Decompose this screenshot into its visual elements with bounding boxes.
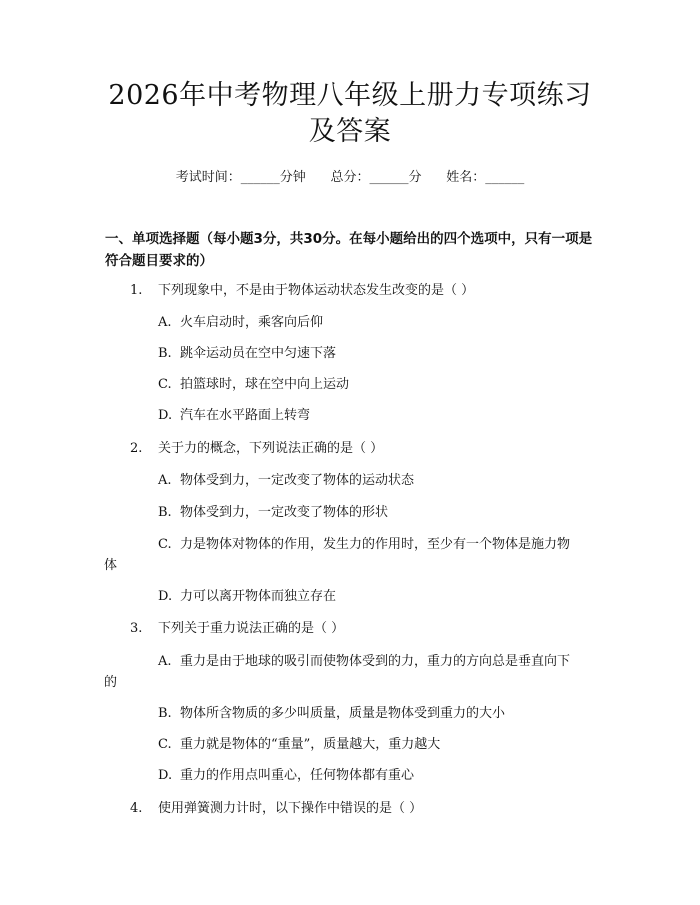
q2-option-c xyxy=(158,535,570,555)
question-number: 1. xyxy=(130,283,143,298)
option-text: 拍篮球时，球在空中向上运动 xyxy=(180,377,350,392)
option-text: 物体受到力，一定改变了物体的形状 xyxy=(180,505,389,520)
question-number: 4. xyxy=(130,801,143,816)
q1-option-c xyxy=(158,375,349,395)
question-text: 下列关于重力说法正确的是（ ） xyxy=(158,621,345,636)
question-text: 使用弹簧测力计时，以下操作中错误的是（ ） xyxy=(158,801,423,816)
section-heading: 一、单项选择题（每小题3分，共30分。在每小题给出的四个选项中，只有一项是符合题目要求的） xyxy=(105,231,593,269)
option-label: D. xyxy=(158,408,173,423)
option-label: B. xyxy=(158,346,172,361)
question-number: 3. xyxy=(130,621,143,636)
option-text: 火车启动时，乘客向后仰 xyxy=(180,315,324,330)
option-text: 汽车在水平路面上转弯 xyxy=(180,408,311,423)
question-number: 2. xyxy=(130,441,143,456)
q2-option-c-continuation: 体 xyxy=(104,558,118,573)
option-text: 重力的作用点叫重心，任何物体都有重心 xyxy=(180,768,415,783)
question-text: 下列现象中，不是由于物体运动状态发生改变的是（ ） xyxy=(158,283,475,298)
question-text: 关于力的概念，下列说法正确的是（ ） xyxy=(158,441,384,456)
q2-option-a xyxy=(158,471,414,491)
q2-option-d xyxy=(158,587,336,607)
option-label: A. xyxy=(158,654,172,669)
q3-option-a-continuation: 的 xyxy=(104,675,118,690)
q1-option-d xyxy=(158,406,310,426)
option-text: 物体受到力，一定改变了物体的运动状态 xyxy=(180,473,415,488)
option-label: B. xyxy=(158,706,172,721)
q3-option-c xyxy=(158,735,440,755)
option-label: C. xyxy=(158,377,172,392)
q2-option-b xyxy=(158,503,388,523)
option-label: C. xyxy=(158,737,172,752)
option-label: D. xyxy=(158,589,173,604)
option-text: 力是物体对物体的作用，发生力的作用时，至少有一个物体是施力物 xyxy=(180,537,571,552)
q3-option-a xyxy=(158,652,570,672)
q1-option-b xyxy=(158,344,336,364)
option-text: 重力就是物体的“重量”，质量越大，重力越大 xyxy=(180,737,441,752)
question-4 xyxy=(130,799,422,819)
question-1 xyxy=(130,281,474,301)
option-label: C. xyxy=(158,537,172,552)
q3-option-d xyxy=(158,766,414,786)
option-label: A. xyxy=(158,315,172,330)
question-3 xyxy=(130,619,344,639)
option-text: 跳伞运动员在空中匀速下落 xyxy=(180,346,337,361)
q1-option-a xyxy=(158,313,323,333)
option-label: B. xyxy=(158,505,172,520)
exam-info-line: 考试时间：______分钟 总分：______分 姓名：______ xyxy=(175,170,525,185)
option-label: D. xyxy=(158,768,173,783)
q3-option-b xyxy=(158,704,505,724)
option-text: 物体所含物质的多少叫质量，质量是物体受到重力的大小 xyxy=(180,706,506,721)
question-2 xyxy=(130,439,383,459)
option-text: 重力是由于地球的吸引而使物体受到的力，重力的方向总是垂直向下 xyxy=(180,654,571,669)
document-title: 2026年中考物理八年级上册力专项练习及答案 xyxy=(108,80,592,147)
option-label: A. xyxy=(158,473,172,488)
option-text: 力可以离开物体而独立存在 xyxy=(180,589,337,604)
